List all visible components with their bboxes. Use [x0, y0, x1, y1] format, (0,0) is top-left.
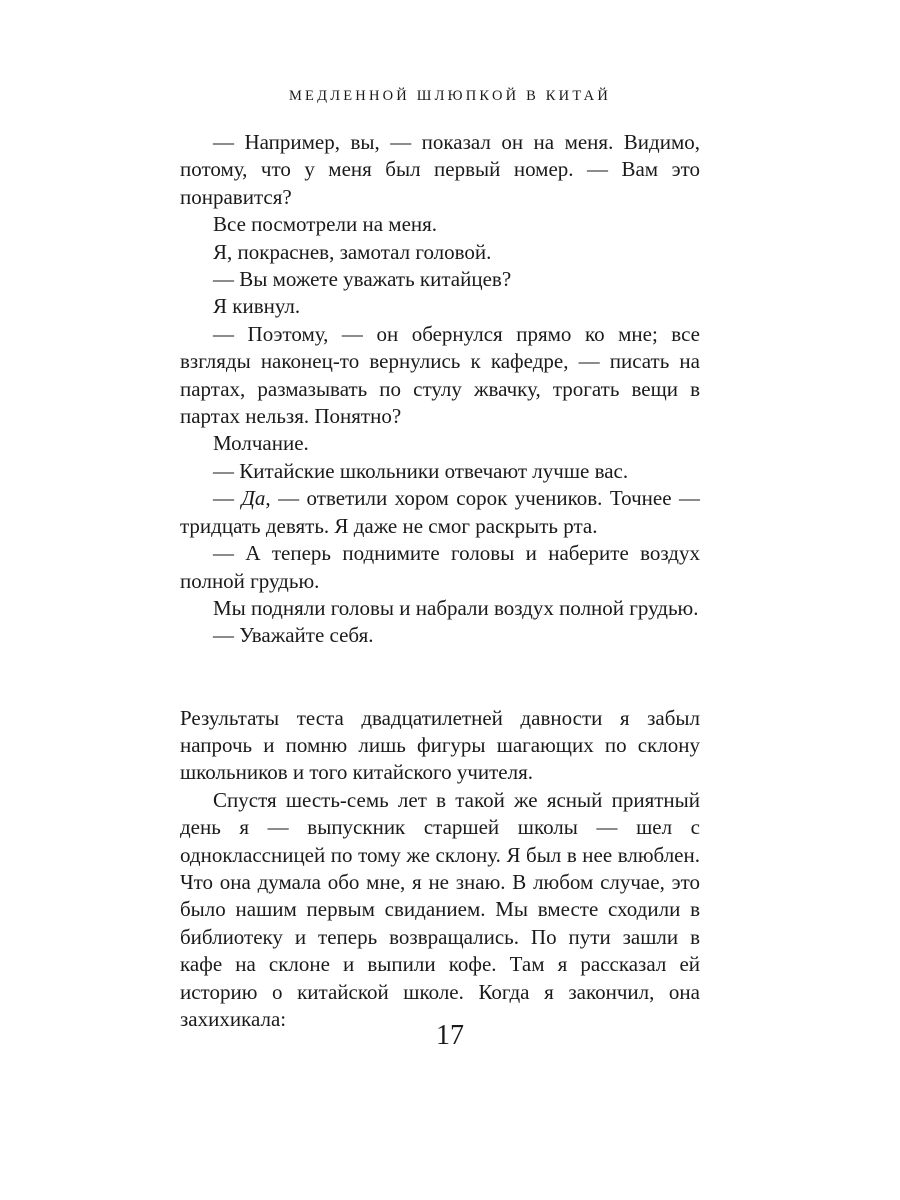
body-text — [180, 129, 700, 1033]
paragraph-rest: , — ответили хором сорок учеников. Точнее — тридцать девять. Я даже не смог раскрыть рта. — [180, 486, 700, 538]
running-head: МЕДЛЕННОЙ ШЛЮПКОЙ В КИТАЙ — [288, 88, 612, 104]
paragraph — [180, 485, 700, 540]
paragraph: Все посмотрели на меня. — [213, 212, 438, 237]
paragraph: Молчание. — [213, 431, 309, 456]
paragraph: — Уважайте себя. — [213, 623, 374, 648]
paragraph: Мы подняли головы и набрали воздух полной грудью. — [213, 595, 699, 620]
paragraph-prefix: — — [213, 486, 242, 511]
section-break — [180, 650, 700, 705]
paragraph: — Китайские школьники отвечают лучше вас. — [213, 458, 629, 483]
paragraph: — А теперь поднимите головы и наберите воздух полной грудью. — [180, 541, 700, 593]
paragraph: Я, покраснев, замотал головой. — [213, 239, 492, 264]
paragraph: — Поэтому, — он обернулся прямо ко мне; все взгляды наконец-то вернулись к кафедре, — писать на партах, размазывать по стулу жвачку, трогать вещи в партах нельзя. Понятно? — [180, 321, 700, 429]
paragraph: Я кивнул. — [213, 294, 301, 319]
page-number: 17 — [436, 1020, 464, 1051]
paragraph: Спустя шесть-семь лет в такой же ясный приятный день я — выпускник старшей школы — шел с одноклассницей по тому же склону. Я был в нее влюблен. Что она думала обо мне, я не знаю. В любом случае, это было нашим первым свиданием. Мы вместе сходили в библиотеку и теперь возвращались. По пути зашли в кафе на склоне и выпили кофе. Там я рассказал ей историю о китайской школе. Когда я закончил, она захихикала: — [180, 787, 700, 1031]
paragraph: — Вы можете уважать китайцев? — [213, 267, 512, 292]
paragraph: — Например, вы, — показал он на меня. Видимо, потому, что у меня был первый номер. — Вам это понравится? — [180, 130, 700, 209]
paragraph: Результаты теста двадцатилетней давности я забыл напрочь и помню лишь фигуры шагающих по склону школьников и того китайского учителя. — [180, 705, 700, 785]
italic-word: Да — [241, 486, 266, 511]
